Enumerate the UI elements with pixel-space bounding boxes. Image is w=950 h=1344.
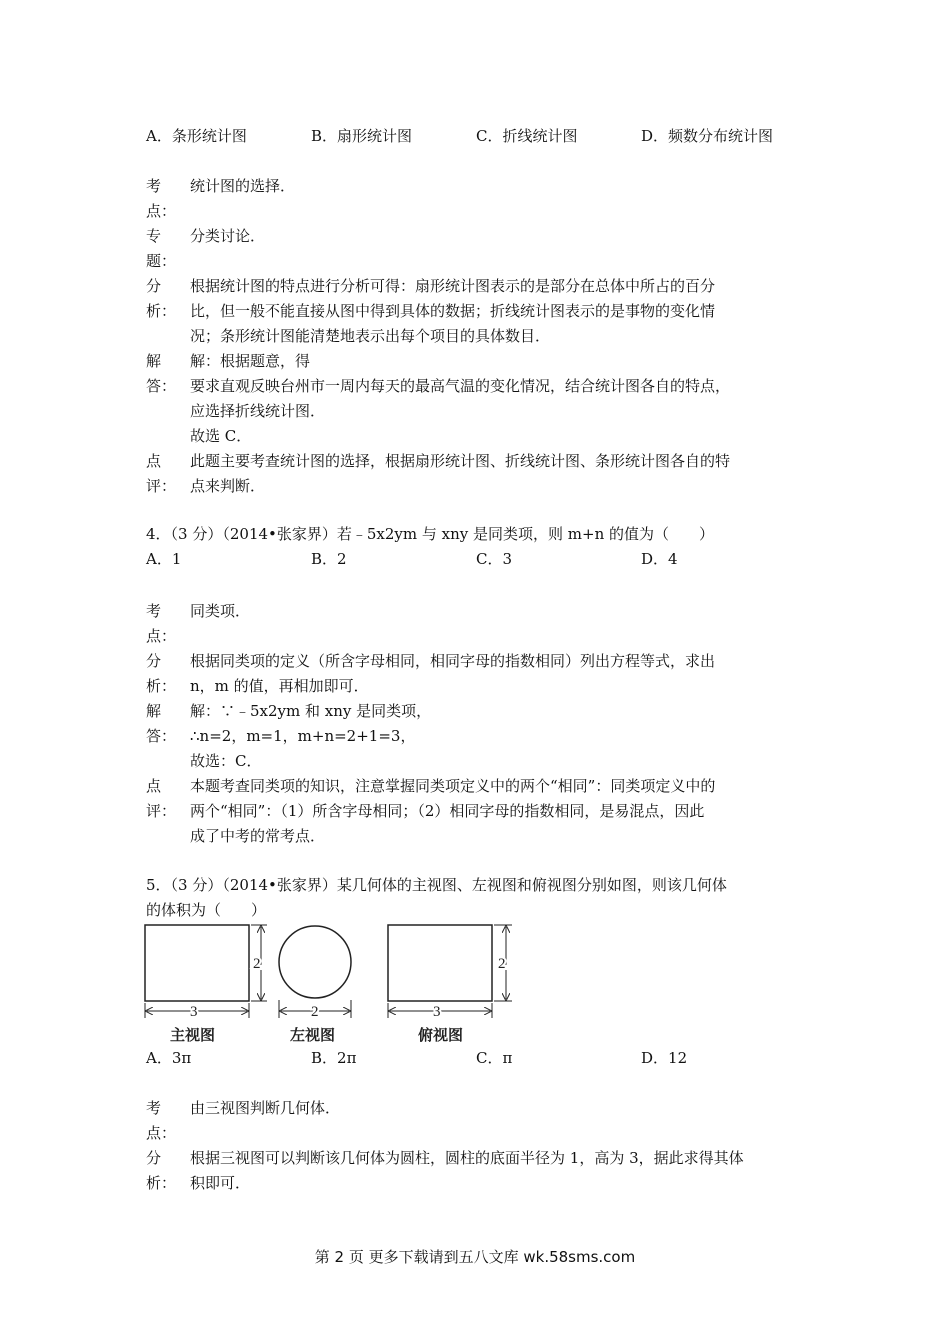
top-height-label: 2: [498, 956, 506, 972]
left-view: [279, 926, 351, 1044]
q5-fenxi-line-2: 积即可．: [190, 1174, 251, 1192]
top-view: [388, 925, 512, 1044]
q4-jieda-label-1: 解: [146, 702, 162, 720]
q4-kaodian-label-2: 点：: [146, 627, 177, 645]
q4-jieda-line-1: 解：∵﹣5x2ym 和 xny 是同类项，: [190, 702, 432, 720]
q3-dianping-label-2: 评：: [146, 477, 177, 495]
q3-fenxi-line-2: 比，但一般不能直接从图中得到具体的数据；折线统计图表示的是事物的变化情: [190, 302, 716, 320]
q4-jieda-line-2: ∴n=2，m=1，m+n=2+1=3，: [190, 727, 416, 745]
q4-kaodian-label-1: 考: [146, 602, 162, 620]
q3-jieda-line-1: 解：根据题意，得: [190, 352, 311, 370]
q3-kaodian-label-1: 考: [146, 177, 162, 195]
q4-fenxi-label-2: 析：: [146, 677, 177, 695]
q3-fenxi-line-1: 根据统计图的特点进行分析可得：扇形统计图表示的是部分在总体中所占的百分: [190, 277, 716, 295]
top-view-caption: 俯视图: [418, 1026, 464, 1044]
front-height-label: 2: [253, 956, 261, 972]
q5-kaodian-text: 由三视图判断几何体．: [190, 1099, 341, 1117]
q3-option-d: D．频数分布统计图: [641, 127, 774, 145]
front-width-label: 3: [190, 1004, 198, 1020]
q3-zhuanti-label-2: 题：: [146, 252, 177, 270]
q4-option-c: C．3: [476, 550, 513, 568]
q4-kaodian-text: 同类项．: [190, 602, 251, 620]
q3-dianping-line-1: 此题主要考查统计图的选择，根据扇形统计图、折线统计图、条形统计图各自的特: [190, 452, 731, 470]
q3-option-b: B．扇形统计图: [311, 127, 413, 145]
q4-option-a: A．1: [146, 550, 182, 568]
left-width-label: 2: [311, 1004, 319, 1020]
q5-option-d: D．12: [641, 1049, 688, 1067]
q3-zhuanti-text: 分类讨论．: [190, 227, 266, 245]
q3-option-a: A．条形统计图: [146, 127, 247, 145]
q3-jieda-label-1: 解: [146, 352, 162, 370]
q4-fenxi-line-1: 根据同类项的定义（所含字母相同，相同字母的指数相同）列出方程等式，求出: [190, 652, 716, 670]
q5-kaodian-label-1: 考: [146, 1099, 162, 1117]
q3-jieda-line-4: 故选 C．: [190, 427, 252, 445]
q5-fenxi-label-2: 析：: [146, 1174, 177, 1192]
page-footer: 第 2 页 更多下载请到五八文库 wk.58sms.com: [314, 1248, 636, 1266]
q5-kaodian-label-2: 点：: [146, 1124, 177, 1142]
q4-jieda-label-2: 答：: [146, 727, 177, 745]
q3-fenxi-line-3: 况；条形统计图能清楚地表示出每个项目的具体数目．: [190, 327, 551, 345]
q4-dianping-line-2: 两个“相同”：（1）所含字母相同；（2）相同字母的指数相同，是易混点，因此: [190, 802, 705, 820]
q3-fenxi-label-2: 析：: [146, 302, 177, 320]
q4-fenxi-line-2: n，m 的值，再相加即可．: [190, 677, 369, 695]
q5-option-b: B．2π: [311, 1049, 357, 1067]
q4-fenxi-label-1: 分: [146, 652, 162, 670]
q4-option-d: D．4: [641, 550, 678, 568]
q3-jieda-line-2: 要求直观反映台州市一周内每天的最高气温的变化情况，结合统计图各自的特点，: [190, 377, 731, 395]
q3-zhuanti-label-1: 专: [146, 227, 162, 245]
q3-jieda-line-3: 应选择折线统计图．: [190, 402, 326, 420]
q4-dianping-label-1: 点: [146, 777, 162, 795]
front-view-caption: 主视图: [170, 1026, 216, 1044]
q4-option-b: B．2: [311, 550, 347, 568]
left-view-caption: 左视图: [290, 1026, 336, 1044]
q4-dianping-line-3: 成了中考的常考点．: [190, 827, 326, 845]
q3-kaodian-label-2: 点：: [146, 202, 177, 220]
top-width-label: 3: [433, 1004, 441, 1020]
q4-jieda-line-3: 故选：C．: [190, 752, 262, 770]
three-view-figure: [140, 918, 520, 1046]
q3-dianping-line-2: 点来判断．: [190, 477, 266, 495]
q3-kaodian-text: 统计图的选择．: [190, 177, 296, 195]
q3-jieda-label-2: 答：: [146, 377, 177, 395]
q5-option-a: A．3π: [146, 1049, 192, 1067]
front-view: [145, 925, 267, 1044]
q5-stem-line-2: 的体积为（ ）: [146, 901, 267, 919]
q3-fenxi-label-1: 分: [146, 277, 162, 295]
q4-stem: 4．（3 分）（2014•张家界）若﹣5x2ym 与 xny 是同类项，则 m+n 的值为（ ）: [146, 525, 715, 543]
q4-dianping-line-1: 本题考查同类项的知识，注意掌握同类项定义中的两个“相同”：同类项定义中的: [190, 777, 716, 795]
q5-fenxi-line-1: 根据三视图可以判断该几何体为圆柱，圆柱的底面半径为 1，高为 3，据此求得其体: [190, 1149, 744, 1167]
left-view-circle: [279, 926, 351, 998]
q4-dianping-label-2: 评：: [146, 802, 177, 820]
q5-option-c: C．π: [476, 1049, 513, 1067]
top-view-rect: [388, 925, 492, 1001]
q5-stem-line-1: 5．（3 分）（2014•张家界）某几何体的主视图、左视图和俯视图分别如图，则该几何体: [146, 876, 727, 894]
front-view-rect: [145, 925, 249, 1001]
q3-dianping-label-1: 点: [146, 452, 162, 470]
q5-fenxi-label-1: 分: [146, 1149, 162, 1167]
q3-option-c: C．折线统计图: [476, 127, 578, 145]
